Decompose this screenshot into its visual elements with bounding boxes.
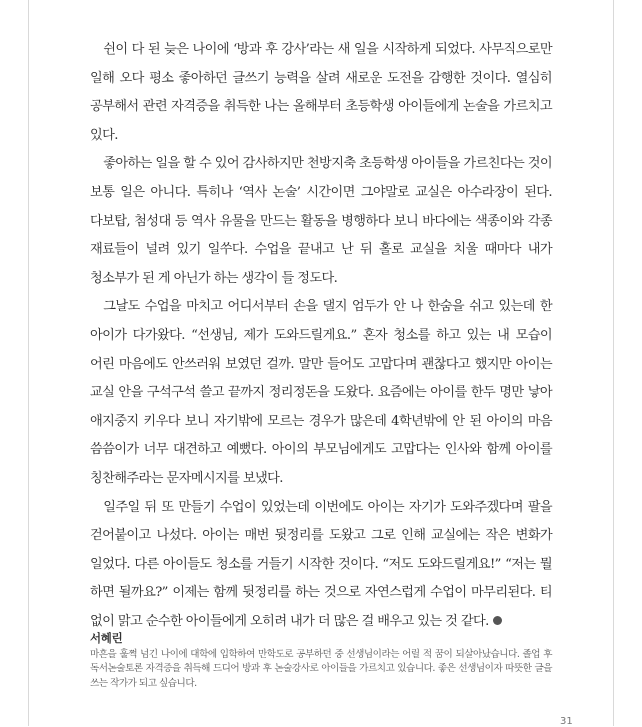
article-paragraph-4-text: 일주일 뒤 또 만들기 수업이 있었는데 이번에도 아이는 자기가 도와주겠다며 팔을 걷어붙이고 나섰다. 아이는 매번 뒷정리를 도왔고 그로 인해 교실에는 작은 변화가 일었다. 다른 아이들도 청소를 거들기 시작한 것이다. “저도 도와드릴게요!” “저는 뭘 하면 될까요?” 이제는 함께 뒷정리를 하는 것으로 자연스럽게 수업이 마무리된다. 티 없이 맑고 순수한 아이들에게 오히려 내가 더 많은 걸 배우고 있는 것 같다.: [90, 499, 552, 629]
article-body: [90, 36, 552, 636]
author-name: 서혜린: [90, 631, 123, 645]
end-circle-icon: [493, 616, 502, 625]
article-paragraph-3: 그날도 수업을 마치고 어디서부터 손을 댈지 엄두가 안 나 한숨을 쉬고 있는데 한 아이가 다가왔다. “선생님, 제가 도와드릴게요.” 혼자 청소를 하고 있는 내 모습이 어린 마음에도 안쓰러워 보였던 걸까. 말만 들어도 고맙다며 괜찮다고 했지만 아이는 교실 안을 구석구석 쓸고 끝까지 정리정돈을 도왔다. 요즘에는 아이를 한두 명만 낳아 애지중지 키우다 보니 자기밖에 모르는 경우가 많은데 4학년밖에 안 된 아이의 마음 씀씀이가 너무 대견하고 예뻤다. 아이의 부모님에게도 고맙다는 인사와 함께 아이를 칭찬해주라는 문자메시지를 보냈다.: [90, 299, 552, 486]
article-paragraph-4: [90, 494, 552, 637]
article-paragraph-2: 좋아하는 일을 할 수 있어 감사하지만 천방지축 초등학생 아이들을 가르친다는 것이 보통 일은 아니다. 특히나 ‘역사 논술’ 시간이면 그야말로 교실은 아수라장이 된다. 다보탑, 첨성대 등 역사 유물을 만드는 활동을 병행하다 보니 바다에는 색종이와 각종 재료들이 널려 있기 일쑤다. 수업을 끝내고 난 뒤 홀로 교실을 치울 때마다 내가 청소부가 된 게 아닌가 하는 생각이 들 정도다.: [90, 156, 552, 286]
page-number: 31: [560, 716, 573, 727]
author-section: [90, 631, 552, 691]
author-bio: 마흔을 훌쩍 넘긴 나이에 대학에 입학하여 만학도로 공부하던 중 선생님이라는 어릴 적 꿈이 되살아났습니다. 졸업 후 독서논술토론 자격증을 취득해 드디어 방과 후 논술강사로 아이들을 가르치고 있습니다. 좋은 선생님이자 따뜻한 글을 쓰는 작가가 되고 싶습니다.: [90, 649, 552, 689]
article-paragraph-1: 쉰이 다 된 늦은 나이에 ‘방과 후 강사’라는 새 일을 시작하게 되었다. 사무직으로만 일해 오다 평소 좋아하던 글쓰기 능력을 살려 새로운 도전을 감행한 것이다. 열심히 공부해서 관련 자격증을 취득한 나는 올해부터 초등학생 아이들에게 논술을 가르치고 있다.: [90, 42, 552, 143]
